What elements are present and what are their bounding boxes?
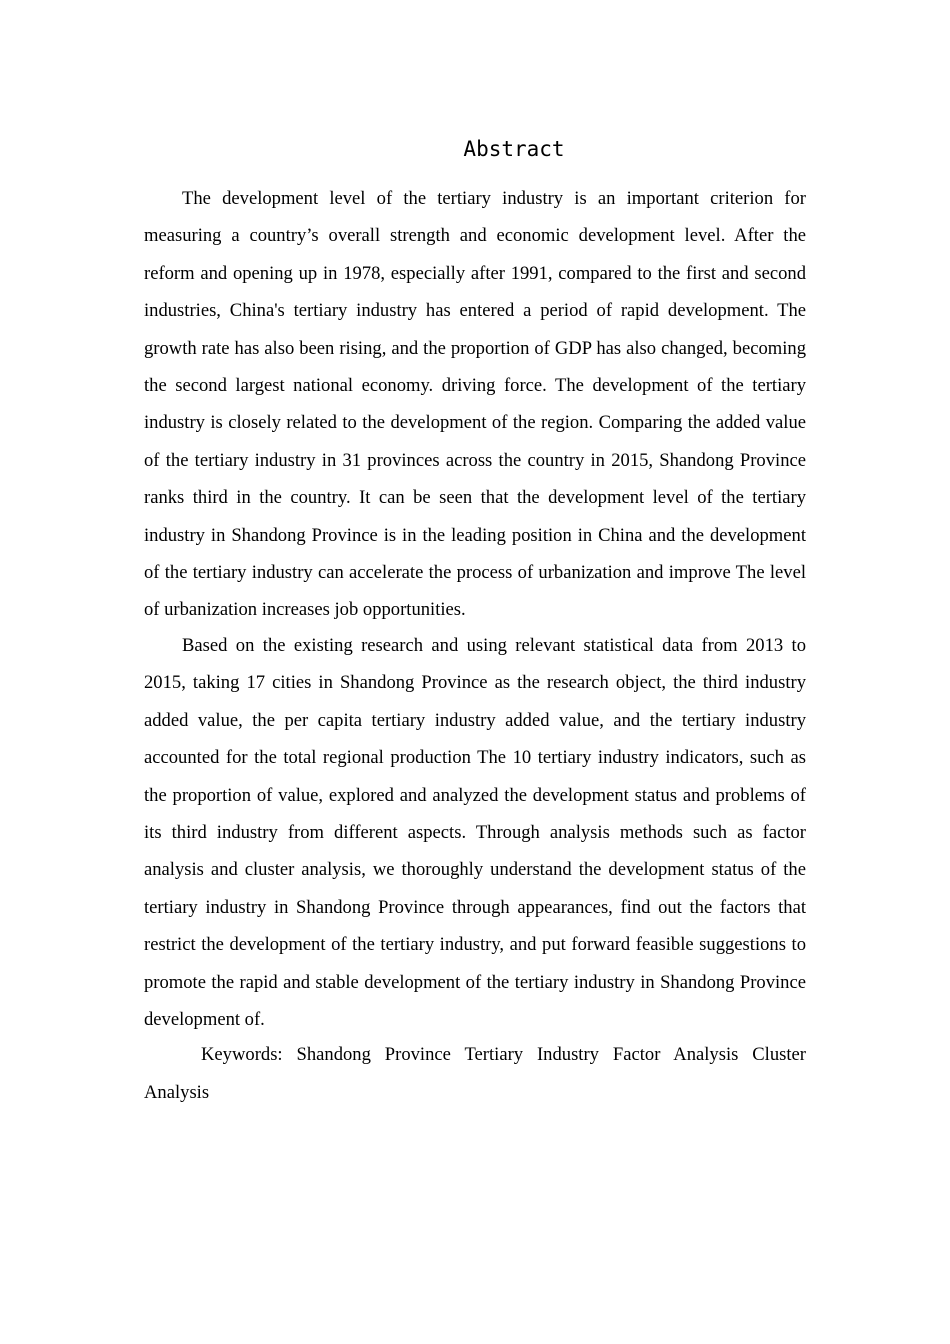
abstract-body [144, 180, 806, 1111]
abstract-keywords: Keywords: Shandong Province Tertiary Industry Factor Analysis Cluster Analysis [144, 1044, 806, 1103]
abstract-title: Abstract [463, 137, 565, 161]
abstract-paragraph-1: The development level of the tertiary industry is an important criterion for measuring a country’s overall strength and economic development level. After the reform and opening up in 1978, especially after 1991, compared to the first and second industries, China's tertiary industry has entered a period of rapid development. The growth rate has also been rising, and the proportion of GDP has also changed, becoming the second largest national economy. driving force. The development of the tertiary industry is closely related to the development of the region. Comparing the added value of the tertiary industry in 31 provinces across the country in 2015, Shandong Province ranks third in the country. It can be seen that the development level of the tertiary industry in Shandong Province is in the leading position in China and the development of the tertiary industry can accelerate the process of urbanization and improve The level of urbanization increases job opportunities. [144, 188, 806, 621]
abstract-paragraph-2: Based on the existing research and using relevant statistical data from 2013 to 2015, taking 17 cities in Shandong Province as the research object, the third industry added value, the per capita tertiary industry added value, and the tertiary industry accounted for the total regional production The 10 tertiary industry indicators, such as the proportion of value, explored and analyzed the development status and problems of its third industry from different aspects. Through analysis methods such as factor analysis and cluster analysis, we thoroughly understand the development status of the tertiary industry in Shandong Province through appearances, find out the factors that restrict the development of the tertiary industry, and put forward feasible suggestions to promote the rapid and stable development of the tertiary industry in Shandong Province development of. [144, 634, 806, 1030]
